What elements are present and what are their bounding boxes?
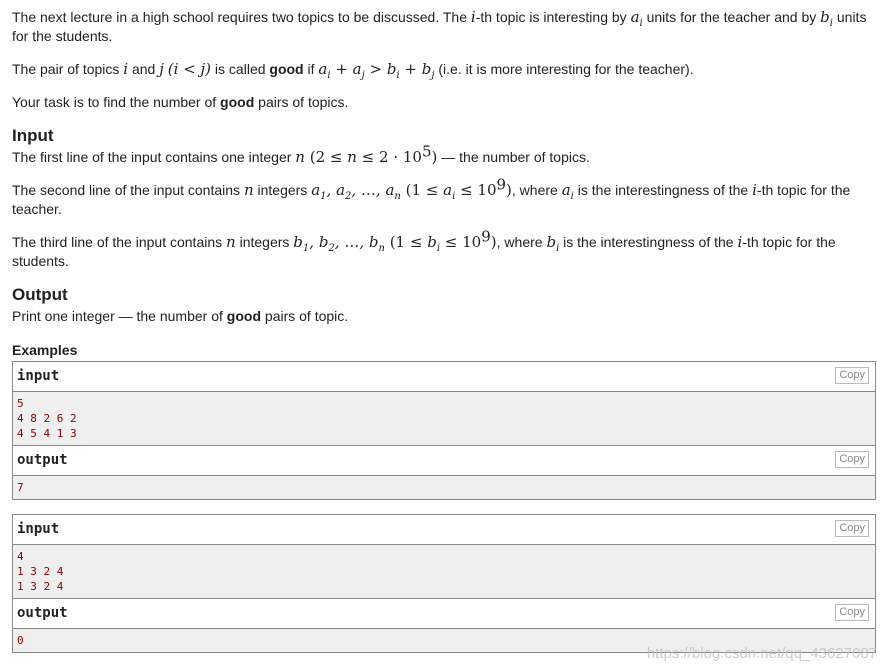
example-1-input-label: input: [17, 368, 60, 384]
output-line: Print one integer — the number of good pairs of topic.: [12, 308, 349, 324]
input-line-3: The third line of the input contains n integers $b_1$, $b_2$, …, $b_n$ $(1 \le b_i \le 10^9)$, where $b_i$ is the interestingness of the i-th topic for the students.: [12, 227, 836, 269]
output-section-title: Output: [12, 285, 68, 304]
example-2-input-data: 4 1 3 2 4 1 3 2 4: [13, 545, 875, 599]
example-2-output-data: 0: [13, 629, 875, 652]
example-1-input-header: [13, 362, 875, 392]
example-1-output-data: 7: [13, 476, 875, 499]
input-line-2: The second line of the input contains n integers $a_1$, $a_2$, …, $a_n$ $(1 \le a_i \le 10^9)$, where $a_i$ is the interestingness of the i-th topic for the teacher.: [12, 175, 851, 217]
example-2: [12, 514, 876, 653]
statement-paragraph-2: The pair of topics i and j (i < j) is called good if $a_i + a_j > b_i + b_j$ (i.e. it is more interesting for the teacher).: [12, 60, 694, 81]
example-1-input-copy-button[interactable]: Copy: [835, 367, 869, 384]
example-1-output-copy-button[interactable]: Copy: [835, 451, 869, 468]
example-2-input-header: [13, 515, 875, 545]
example-2-output-label: output: [17, 605, 68, 621]
input-section-title: Input: [12, 126, 54, 145]
examples-title: Examples: [12, 342, 78, 358]
statement-paragraph-3: Your task is to find the number of good pairs of topics.: [12, 94, 349, 110]
example-1: [12, 361, 876, 500]
problem-statement: [12, 8, 876, 653]
input-line-1: The first line of the input contains one integer n $(2 \le n \le 2 \cdot 10^5)$ — the number of topics.: [12, 142, 590, 166]
watermark: https://blog.csdn.net/qq_43627087: [646, 645, 877, 662]
statement-paragraph-1: The next lecture in a high school requires two topics to be discussed. The i-th topic is interesting by $a_i$ units for the teacher and by $b_i$ units for the students.: [12, 8, 867, 44]
example-2-input-copy-button[interactable]: Copy: [835, 520, 869, 537]
example-1-output-header: [13, 446, 875, 476]
example-1-output-label: output: [17, 452, 68, 468]
example-2-output-copy-button[interactable]: Copy: [835, 604, 869, 621]
example-2-output-header: [13, 599, 875, 629]
example-1-input-data: 5 4 8 2 6 2 4 5 4 1 3: [13, 392, 875, 446]
example-2-input-label: input: [17, 521, 60, 537]
